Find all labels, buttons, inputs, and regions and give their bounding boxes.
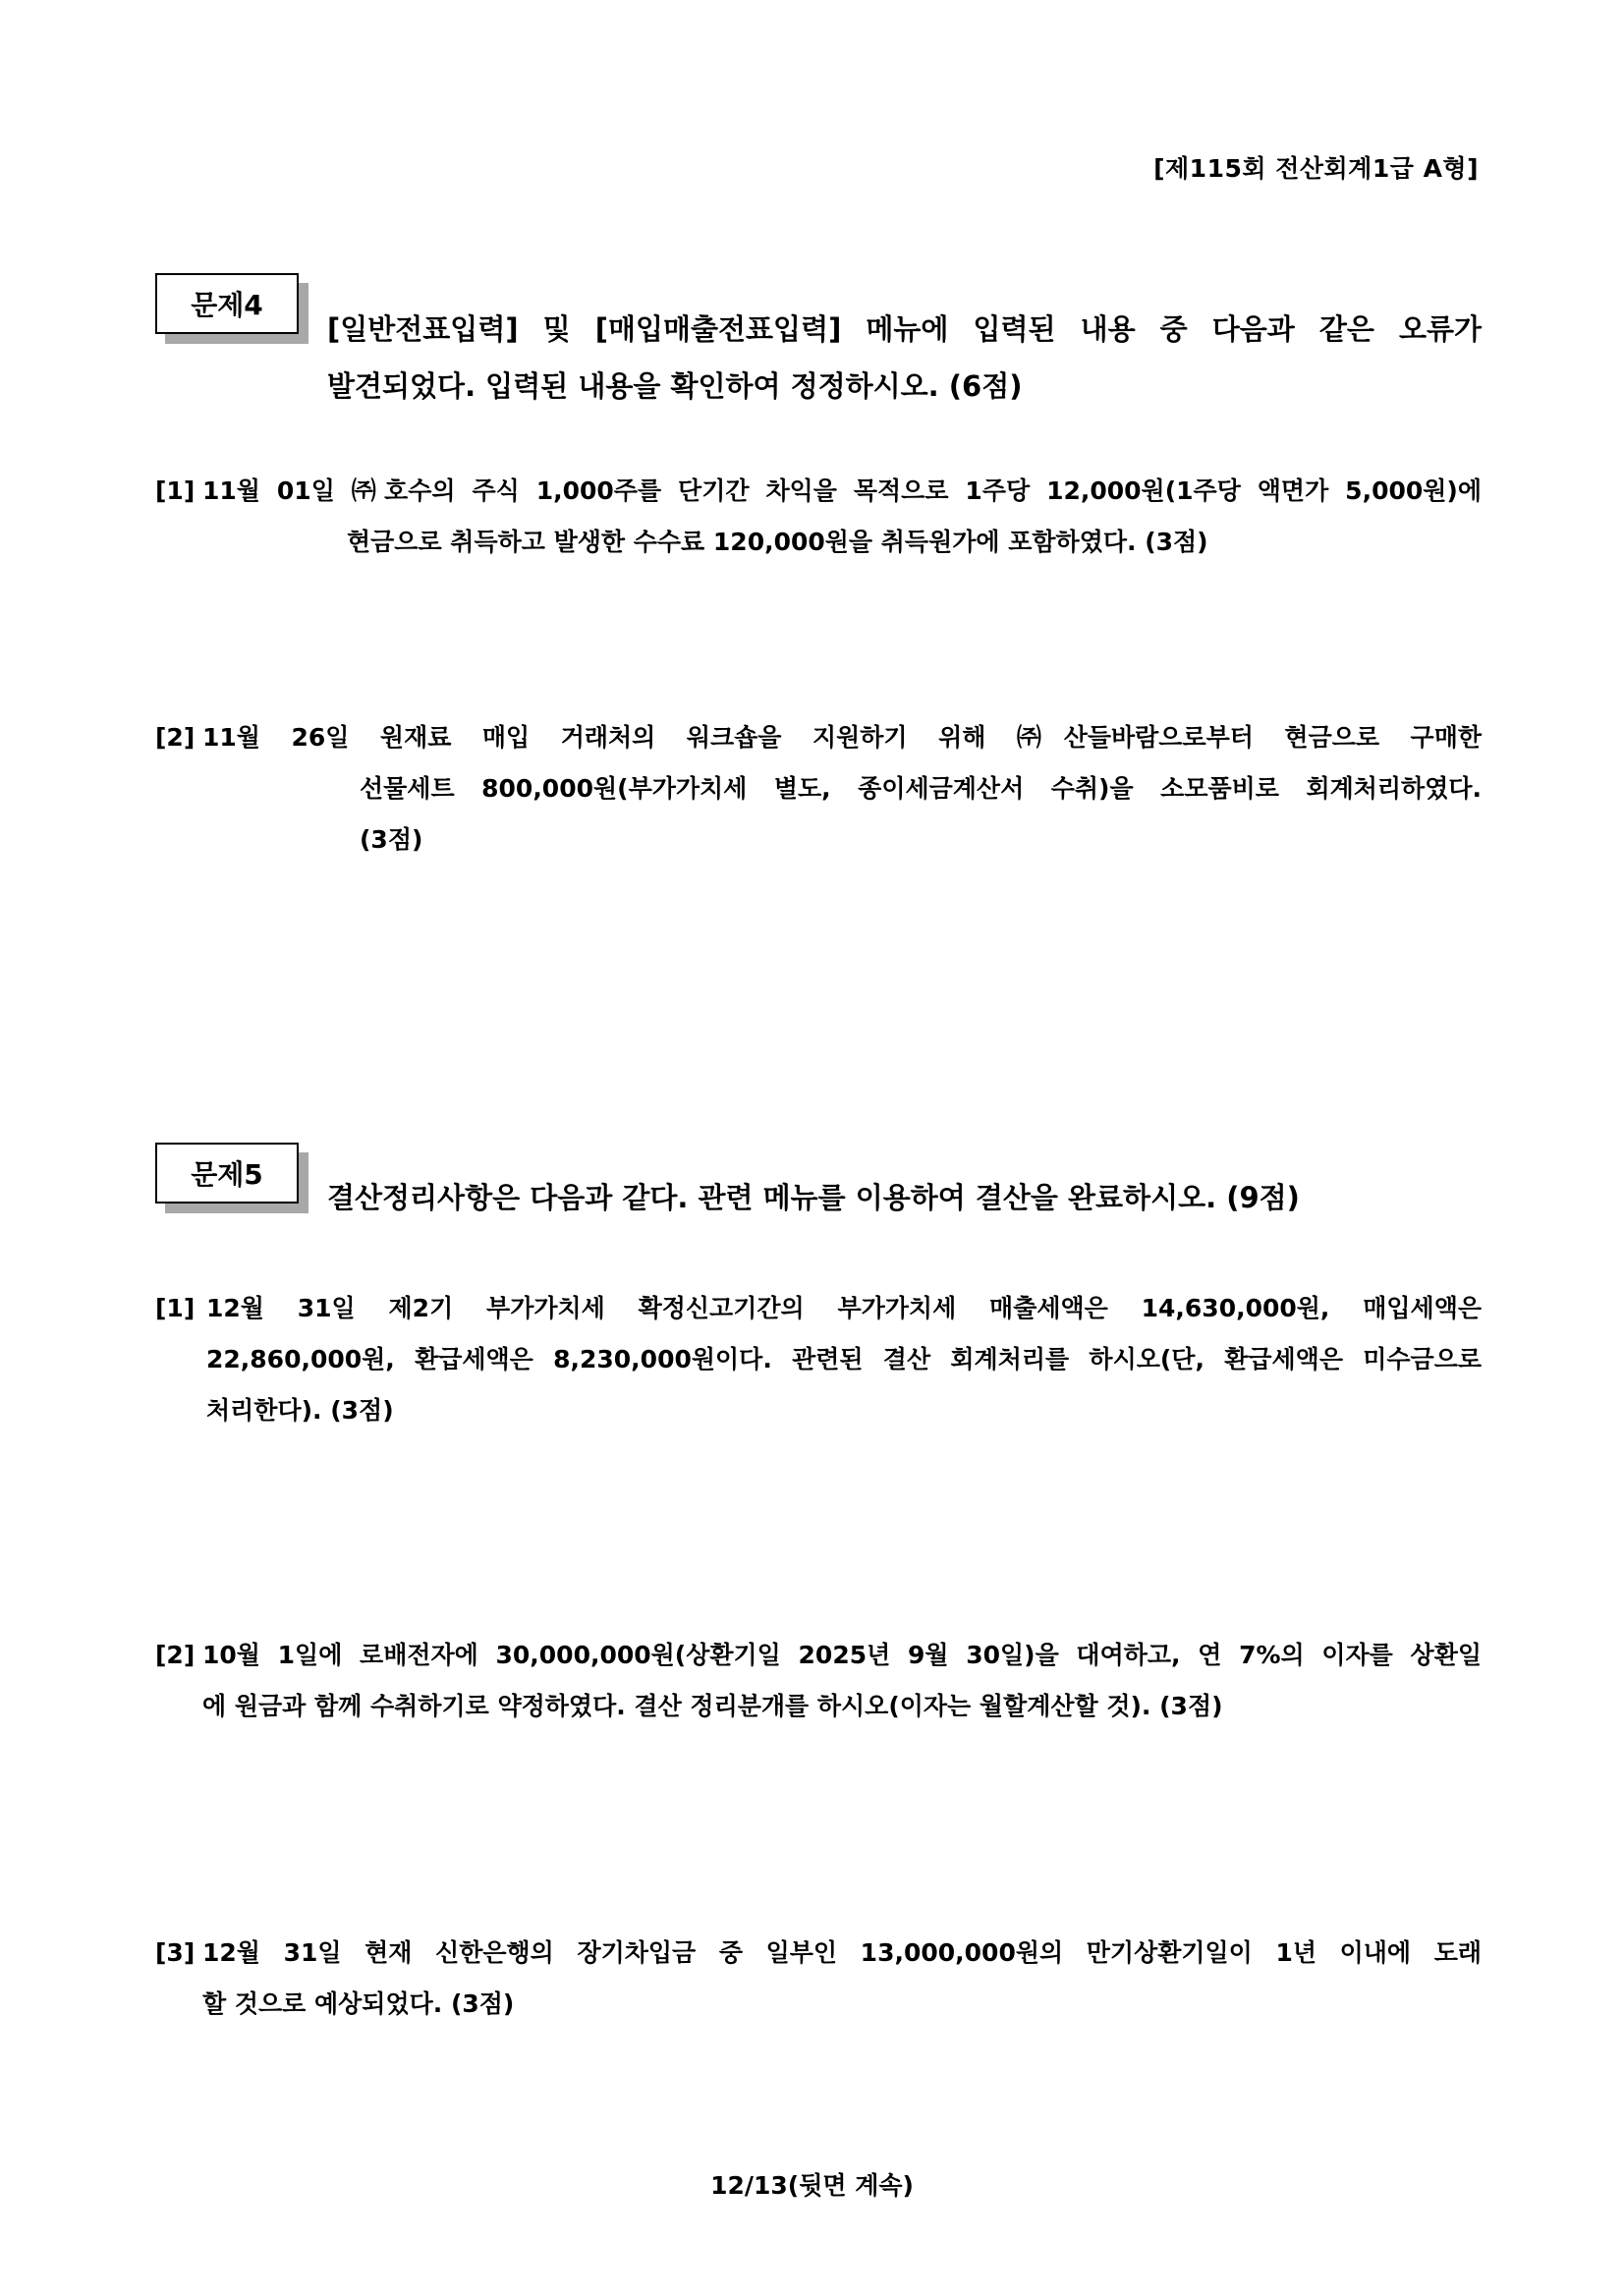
section5-item-3 bbox=[155, 1929, 1482, 2037]
section5-item-1 bbox=[155, 1284, 1482, 1441]
item-number: [1] bbox=[155, 476, 196, 505]
item-line: 11월 26일 원재료 매입 거래처의 워크숍을 지원하기 위해 ㈜산들바람으로부터 현금으로 구매한 bbox=[202, 723, 1482, 752]
item-line: 할 것으로 예상되었다. (3점) bbox=[202, 1989, 515, 2018]
item-number: [2] bbox=[155, 723, 196, 752]
section4-item-2 bbox=[155, 713, 1482, 870]
item-number: [3] bbox=[155, 1938, 196, 1967]
item-line: 선물세트 800,000원(부가가치세 별도, 종이세금계산서 수취)을 소모품비로 회계처리하였다. bbox=[360, 774, 1482, 803]
page-footer: 12/13(뒷면 계속) bbox=[710, 2171, 914, 2200]
section4-instruction-line1: [일반전표입력] 및 [매입매출전표입력] 메뉴에 입력된 내용 중 다음과 같은 오류가 bbox=[327, 312, 1482, 346]
section5-label: 문제5 bbox=[155, 1143, 299, 1204]
item-line: 12월 31일 현재 신한은행의 장기차입금 중 일부인 13,000,000원의 만기상환기일이 1년 이내에 도래 bbox=[202, 1938, 1482, 1967]
section4-instruction-line2: 발견되었다. 입력된 내용을 확인하여 정정하시오. (6점) bbox=[327, 369, 1023, 403]
section4-item-1 bbox=[155, 467, 1482, 575]
section5-instruction: 결산정리사항은 다음과 같다. 관련 메뉴를 이용하여 결산을 완료하시오. (9점) bbox=[327, 1181, 1300, 1214]
item-line: 에 원금과 함께 수취하기로 약정하였다. 결산 정리분개를 하시오(이자는 월할계산할 것). (3점) bbox=[202, 1692, 1223, 1720]
section5-label-box bbox=[155, 1143, 303, 1207]
item-line: (3점) bbox=[360, 825, 423, 854]
section4-label-box bbox=[155, 273, 303, 338]
item-line: 22,860,000원, 환급세액은 8,230,000원이다. 관련된 결산 회계처리를 하시오(단, 환급세액은 미수금으로 bbox=[206, 1345, 1482, 1373]
item-line: 처리한다). (3점) bbox=[206, 1396, 394, 1425]
section5-item-2 bbox=[155, 1631, 1482, 1739]
item-line: 10월 1일에 로배전자에 30,000,000원(상환기일 2025년 9월 30일)을 대여하고, 연 7%의 이자를 상환일 bbox=[202, 1641, 1482, 1669]
item-line: 현금으로 취득하고 발생한 수수료 120,000원을 취득원가에 포함하였다. (3점) bbox=[347, 528, 1208, 556]
item-number: [1] bbox=[155, 1294, 196, 1322]
exam-title-header: [제115회 전산회계1급 A형] bbox=[1153, 154, 1479, 183]
item-line: 12월 31일 제2기 부가가치세 확정신고기간의 부가가치세 매출세액은 14,630,000원, 매입세액은 bbox=[206, 1294, 1482, 1322]
item-line: 11월 01일 ㈜호수의 주식 1,000주를 단기간 차익을 목적으로 1주당 12,000원(1주당 액면가 5,000원)에 bbox=[202, 476, 1482, 505]
item-number: [2] bbox=[155, 1641, 196, 1669]
section4-label: 문제4 bbox=[155, 273, 299, 334]
